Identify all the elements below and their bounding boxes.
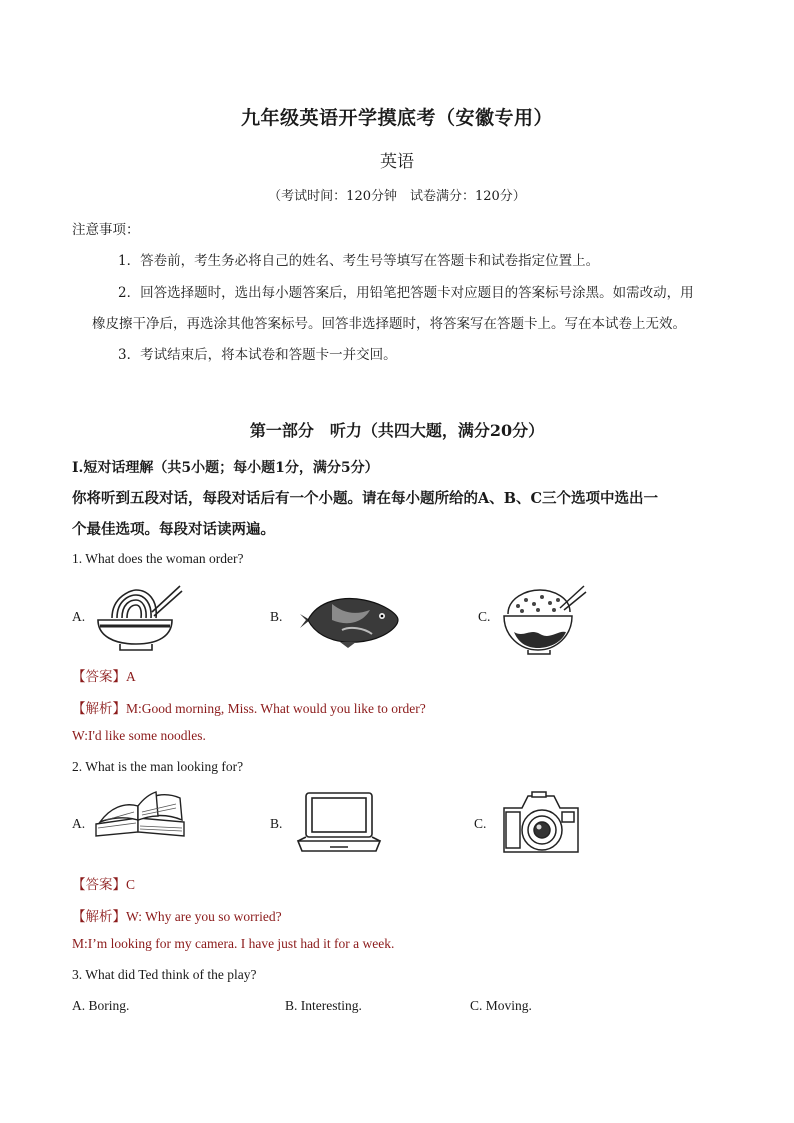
q2-answer-tag: 【答案】 — [72, 877, 126, 892]
q2-analysis — [72, 905, 282, 925]
book-icon — [92, 788, 188, 840]
noodles-bowl-icon — [92, 582, 184, 654]
q2-analysis-tag: 【解析】 — [72, 909, 126, 924]
q1-analysis-line-1: M:Good morning, Miss. What would you like to order? — [126, 701, 426, 716]
q2-answer — [72, 873, 135, 893]
q2-option-a-label: A. — [72, 816, 86, 831]
q1-analysis — [72, 697, 426, 717]
question-1-stem: 1. What does the woman order? — [72, 551, 244, 566]
instruction-line-2: 个最佳选项。每段对话读两遍。 — [72, 521, 275, 538]
note-item-1: 1．答卷前，考生务必将自己的姓名、考生号等填写在答题卡和试卷指定位置上。 — [118, 253, 600, 269]
q2-option-b-label: B. — [270, 816, 283, 831]
laptop-icon — [294, 789, 384, 855]
notes-heading: 注意事项： — [72, 222, 140, 238]
q1-answer-tag: 【答案】 — [72, 669, 126, 684]
section-heading: Ⅰ.短对话理解（共5小题；每小题1分，满分5分） — [72, 460, 379, 476]
fish-icon — [292, 590, 404, 648]
q1-analysis-tag: 【解析】 — [72, 701, 126, 716]
q2-analysis-line-1: W: Why are you so worried? — [126, 909, 282, 924]
instruction-line-1: 你将听到五段对话，每段对话后有一个小题。请在每小题所给的A、B、C三个选项中选出一 — [72, 490, 659, 507]
q3-option-b: B. Interesting. — [285, 998, 362, 1013]
q2-analysis-line-2: M:I’m looking for my camera. I have just had it for a week. — [72, 936, 395, 951]
exam-meta: （考试时间：120分钟 试卷满分：120分） — [268, 189, 526, 204]
subject-title: 英语 — [380, 152, 414, 172]
q1-answer — [72, 665, 136, 685]
question-3-stem: 3. What did Ted think of the play? — [72, 967, 257, 982]
camera-icon — [498, 788, 584, 858]
page-title: 九年级英语开学摸底考（安徽专用） — [240, 107, 553, 129]
q2-option-c-label: C. — [474, 816, 487, 831]
note-item-2-line-1: 2．回答选择题时，选出每小题答案后，用铅笔把答题卡对应题目的答案标号涂黑。如需改动，用 — [118, 285, 694, 301]
rice-bowl-icon — [500, 582, 588, 656]
q1-answer-value: A — [126, 669, 136, 684]
q1-option-b-label: B. — [270, 609, 283, 624]
note-item-3: 3．考试结束后，将本试卷和答题卡一并交回。 — [118, 347, 397, 363]
q3-option-a: A. Boring. — [72, 998, 130, 1013]
q1-analysis-line-2: W:I'd like some noodles. — [72, 728, 206, 743]
question-2-stem: 2. What is the man looking for? — [72, 759, 244, 774]
q1-option-c-label: C. — [478, 609, 491, 624]
part-heading: 第一部分 听力（共四大题，满分20分） — [249, 421, 545, 440]
note-item-2-line-2: 橡皮擦干净后，再选涂其他答案标号。回答非选择题时，将答案写在答题卡上。写在本试卷上无效。 — [92, 316, 686, 332]
q3-option-c: C. Moving. — [470, 998, 532, 1013]
q2-answer-value: C — [126, 877, 136, 892]
q1-option-a-label: A. — [72, 609, 86, 624]
